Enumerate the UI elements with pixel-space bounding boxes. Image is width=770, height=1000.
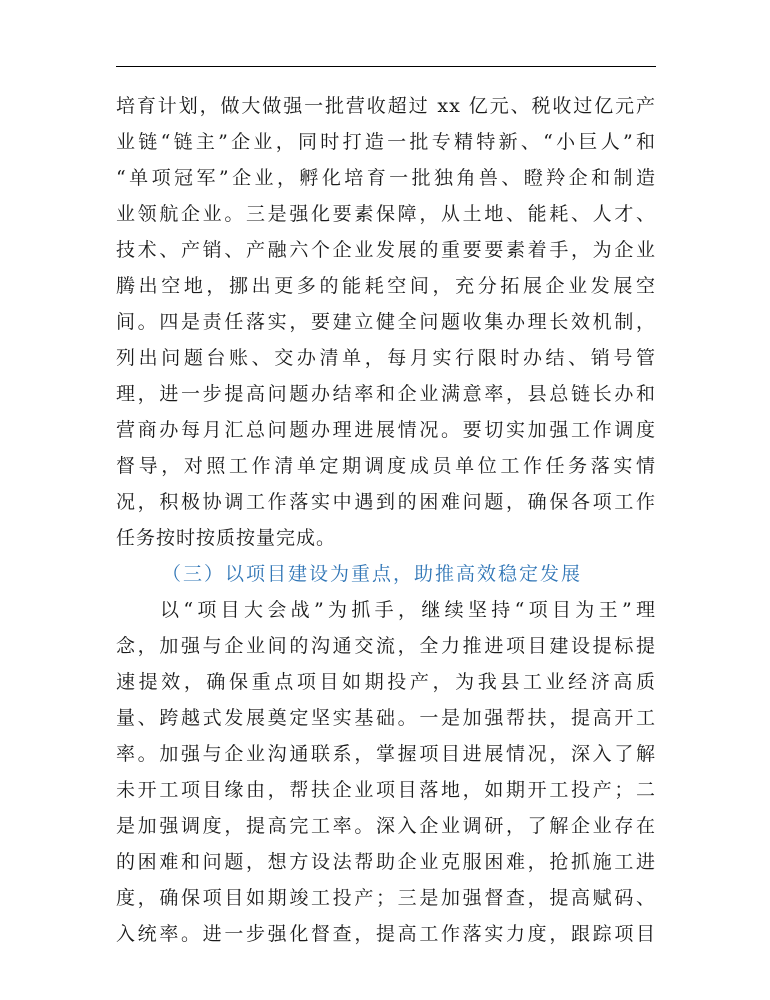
- text-line: 理，进一步提高问题办结率和企业满意率，县总链长办和: [116, 383, 656, 405]
- text-line: 间。四是责任落实，要建立健全问题收集办理长效机制，: [116, 311, 656, 333]
- section-heading: （三）以项目建设为重点，助推高效稳定发展: [162, 563, 583, 585]
- text-line: 度，确保项目如期竣工投产；三是加强督查，提高赋码、: [116, 887, 656, 909]
- text-line: 技术、产销、产融六个企业发展的重要要素着手，为企业: [116, 239, 656, 261]
- text-line: 培育计划，做大做强一批营收超过 xx 亿元、税收过亿元产: [116, 95, 656, 117]
- text-line: 况，积极协调工作落实中遇到的困难问题，确保各项工作: [116, 491, 656, 513]
- text-line: 业领航企业。三是强化要素保障，从土地、能耗、人才、: [116, 203, 656, 225]
- text-line: 速提效，确保重点项目如期投产，为我县工业经济高质: [116, 671, 656, 693]
- text-line: 入统率。进一步强化督查，提高工作落实力度，跟踪项目: [116, 923, 656, 945]
- document-body: [116, 88, 656, 952]
- text-line: 任务按时按质按量完成。: [116, 527, 337, 549]
- text-line: 督导，对照工作清单定期调度成员单位工作任务落实情: [116, 455, 656, 477]
- paragraph-1: [116, 88, 656, 556]
- text-line: 业链“链主”企业，同时打造一批专精特新、“小巨人”和: [116, 131, 656, 153]
- text-line: 列出问题台账、交办清单，每月实行限时办结、销号管: [116, 347, 656, 369]
- paragraph-2: [116, 592, 656, 952]
- text-line: 的困难和问题，想方设法帮助企业克服困难，抢抓施工进: [116, 851, 656, 873]
- text-line: 未开工项目缘由，帮扶企业项目落地，如期开工投产；二: [116, 779, 656, 801]
- header-rule: [116, 66, 656, 67]
- text-line: “单项冠军”企业，孵化培育一批独角兽、瞪羚企和制造: [116, 167, 656, 189]
- text-line: 腾出空地，挪出更多的能耗空间，充分拓展企业发展空: [116, 275, 656, 297]
- text-line: 以“项目大会战”为抓手，继续坚持“项目为王”理: [160, 599, 656, 621]
- text-line: 念，加强与企业间的沟通交流，全力推进项目建设提标提: [116, 635, 656, 657]
- text-line: 量、跨越式发展奠定坚实基础。一是加强帮扶，提高开工: [116, 707, 656, 729]
- text-line: 是加强调度，提高完工率。深入企业调研，了解企业存在: [116, 815, 656, 837]
- text-line: 率。加强与企业沟通联系，掌握项目进展情况，深入了解: [116, 743, 656, 765]
- text-line: 营商办每月汇总问题办理进展情况。要切实加强工作调度: [116, 419, 656, 441]
